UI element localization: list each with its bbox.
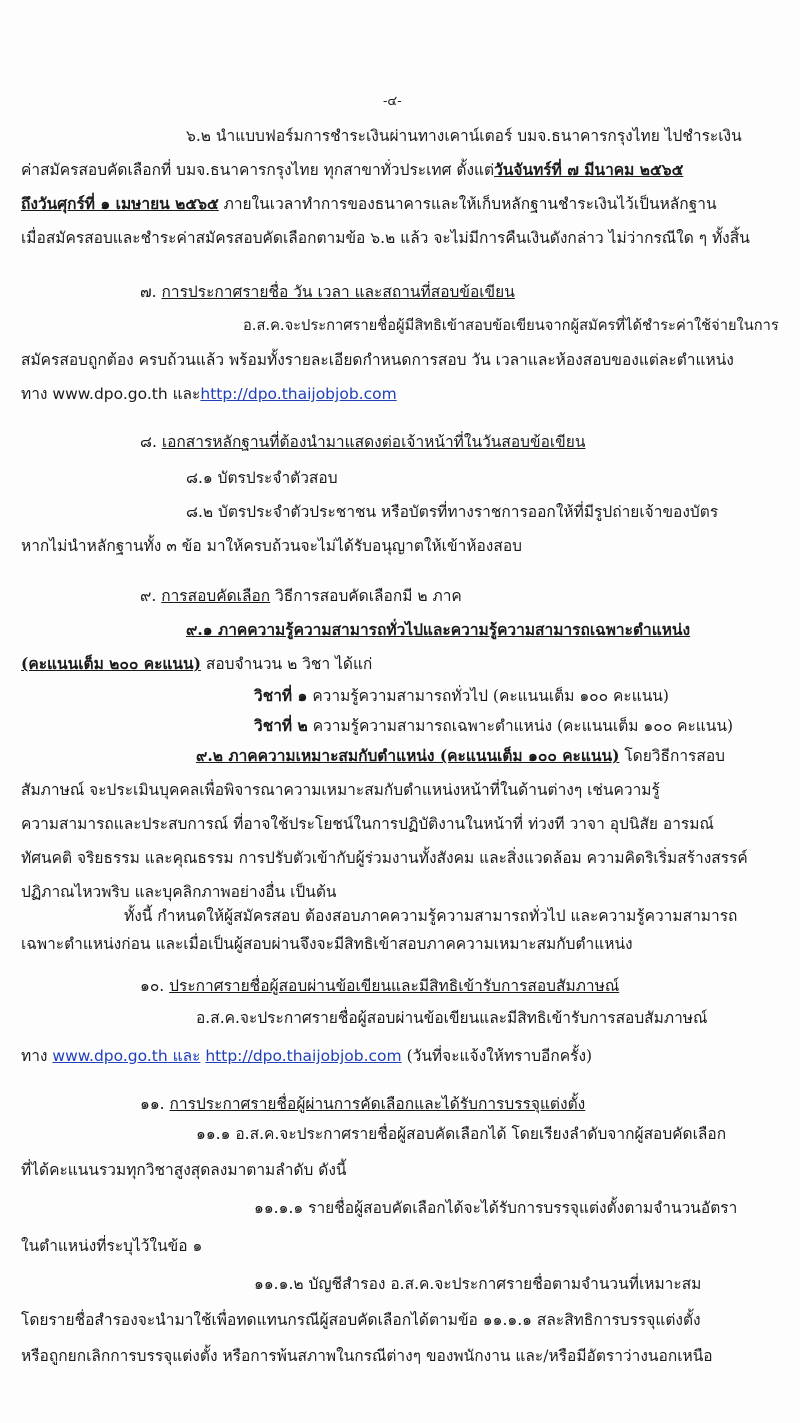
s11-1-line-2: ที่ได้คะแนนรวมทุกวิชาสูงสุดลงมาตามลำดับ ดังนี้ <box>21 1161 347 1179</box>
s10-note: (วันที่จะแจ้งให้ทราบอีกครั้ง) <box>401 1047 593 1065</box>
s11-1-1-line-1: ๑๑.๑.๑ รายชื่อผู้สอบคัดเลือกได้จะได้รับการบรรจุแต่งตั้งตามจำนวนอัตรา <box>254 1199 738 1217</box>
s10-thaijobjob-link[interactable]: http://dpo.thaijobjob.com <box>205 1047 402 1065</box>
s11-number: ๑๑. <box>140 1095 170 1113</box>
s62-text: ค่าสมัครสอบคัดเลือกที่ บมจ.ธนาคารกรุงไทย ทุกสาขาทั่วประเทศ ตั้งแต่ <box>21 161 495 179</box>
s10-title: ประกาศรายชื่อผู้สอบผ่านข้อเขียนและมีสิทธิเข้ารับการสอบสัมภาษณ์ <box>169 977 620 995</box>
s8-item-1: ๘.๑ บัตรประจำตัวสอบ <box>186 469 338 487</box>
s62-text-2: ภายในเวลาทำการของธนาคารและให้เก็บหลักฐานชำระเงินไว้เป็นหลักฐาน <box>218 195 717 213</box>
s10-number: ๑๐. <box>140 977 170 995</box>
s9-2-line-1 <box>196 746 725 766</box>
s8-title: เอกสารหลักฐานที่ต้องนำมาแสดงต่อเจ้าหน้าที่ในวันสอบข้อเขียน <box>161 433 586 451</box>
s62-line-4: เมื่อสมัครสอบและชำระค่าสมัครสอบคัดเลือกตามข้อ ๖.๒ แล้ว จะไม่มีการคืนเงินดังกล่าว ไม่ว่ากรณีใด ๆ ทั้งสิ้น <box>21 229 750 247</box>
s10-dpo-link[interactable]: www.dpo.go.th และ <box>52 1047 201 1065</box>
s10-text: ทาง <box>21 1047 53 1065</box>
s9-2-line-2: สัมภาษณ์ จะประเมินบุคคลเพื่อพิจารณาความเหมาะสมกับตำแหน่งหน้าที่ในด้านต่างๆ เช่นความรู้ <box>21 781 660 799</box>
s9-number: ๙. <box>140 587 162 605</box>
s7-number: ๗. <box>140 283 162 301</box>
s7-title: การประกาศรายชื่อ วัน เวลา และสถานที่สอบข้อเขียน <box>161 283 515 301</box>
s11-1-2-line-3: หรือถูกยกเลิกการบรรจุแต่งตั้ง หรือการพ้นสภาพในกรณีต่างๆ ของพนักงาน และ/หรือมีอัตราว่างนอกเหนือ <box>21 1347 713 1365</box>
s11-1-2-line-1: ๑๑.๑.๒ บัญชีสำรอง อ.ส.ค.จะประกาศรายชื่อตามจำนวนที่เหมาะสม <box>254 1275 702 1293</box>
s11-title: การประกาศรายชื่อผู้ผ่านการคัดเลือกและได้รับการบรรจุแต่งตั้ง <box>169 1095 586 1113</box>
s7-line-1: อ.ส.ค.จะประกาศรายชื่อผู้มีสิทธิเข้าสอบข้อเขียนจากผู้สมัครที่ได้ชำระค่าใช้จ่ายในการ <box>243 317 779 334</box>
s9-note-line-1: ทั้งนี้ กำหนดให้ผู้สมัครสอบ ต้องสอบภาคความรู้ความสามารถทั่วไป และความรู้ความสามารถ <box>124 907 738 925</box>
s9-2-line-5: ปฏิภาณไหวพริบ และบุคลิกภาพอย่างอื่น เป็นต้น <box>21 883 337 901</box>
s9-title: การสอบคัดเลือก <box>161 587 271 605</box>
s11-1-1-line-2: ในตำแหน่งที่ระบุไว้ในข้อ ๑ <box>21 1237 203 1255</box>
s9-1-line-2 <box>21 654 372 674</box>
s7-web-text: ทาง www.dpo.go.th และ <box>21 385 201 403</box>
s10-heading <box>140 976 619 996</box>
s9-subject-2 <box>254 716 733 736</box>
s62-start-date: วันจันทร์ที่ ๗ มีนาคม ๒๕๖๕ <box>494 160 684 179</box>
s62-line-3 <box>21 194 717 214</box>
s9-1-title: ๙.๑ ภาคความรู้ความสามารถทั่วไปและความรู้ความสามารถเฉพาะตำแหน่ง <box>186 620 691 639</box>
s9-2-line-3: ความสามารถและประสบการณ์ ที่อาจใช้ประโยชน์ในการปฏิบัติงานในหน้าที่ ท่วงที วาจา อุปนิสัย อารมณ์ <box>21 815 714 833</box>
s11-1-2-line-2: โดยรายชื่อสำรองจะนำมาใช้เพื่อทดแทนกรณีผู้สอบคัดเลือกได้ตามข้อ ๑๑.๑.๑ สละสิทธิการบรรจุแต่งตั้ง <box>21 1311 701 1329</box>
s9-2-title: ๙.๒ ภาคความเหมาะสมกับตำแหน่ง (คะแนนเต็ม ๑๐๐ คะแนน) <box>196 746 620 765</box>
s8-heading <box>140 432 585 452</box>
subject-2-text: ความรู้ความสามารถเฉพาะตำแหน่ง (คะแนนเต็ม ๑๐๐ คะแนน) <box>307 717 734 735</box>
s8-number: ๘. <box>140 433 162 451</box>
s9-note-line-2: เฉพาะตำแหน่งก่อน และเมื่อเป็นผู้สอบผ่านจึงจะมีสิทธิเข้าสอบภาคความเหมาะสมกับตำแหน่ง <box>21 935 633 953</box>
s10-line-1: อ.ส.ค.จะประกาศรายชื่อผู้สอบผ่านข้อเขียนและมีสิทธิเข้ารับการสอบสัมภาษณ์ <box>196 1009 708 1027</box>
subject-2-label: วิชาที่ ๒ <box>254 716 308 735</box>
subject-1-label: วิชาที่ ๑ <box>254 686 308 705</box>
s9-2-text: โดยวิธีการสอบ <box>619 747 725 765</box>
s9-heading <box>140 586 462 606</box>
s9-subject-1 <box>254 686 669 706</box>
s11-heading <box>140 1094 585 1114</box>
s8-item-2: ๘.๒ บัตรประจำตัวประชาชน หรือบัตรที่ทางราชการออกให้ที่มีรูปถ่ายเจ้าของบัตร <box>186 503 719 521</box>
subject-1-text: ความรู้ความสามารถทั่วไป (คะแนนเต็ม ๑๐๐ คะแนน) <box>307 687 669 705</box>
s62-line-2 <box>21 160 683 180</box>
s9-text: วิธีการสอบคัดเลือกมี ๒ ภาค <box>270 587 462 605</box>
s10-line-2 <box>21 1046 592 1066</box>
s7-heading <box>140 282 515 302</box>
s7-line-3 <box>21 384 397 404</box>
s9-1-score: (คะแนนเต็ม ๒๐๐ คะแนน) <box>21 654 201 673</box>
s11-1-line-1: ๑๑.๑ อ.ส.ค.จะประกาศรายชื่อผู้สอบคัดเลือกได้ โดยเรียงลำดับจากผู้สอบคัดเลือก <box>196 1125 727 1143</box>
s7-thaijobjob-link[interactable]: http://dpo.thaijobjob.com <box>200 385 397 403</box>
s9-1-text: สอบจำนวน ๒ วิชา ได้แก่ <box>200 655 373 673</box>
s62-line-1: ๖.๒ นำแบบฟอร์มการชำระเงินผ่านทางเคาน์เตอร์ บมจ.ธนาคารกรุงไทย ไปชำระเงิน <box>186 127 742 145</box>
page-number: -๔- <box>383 94 402 109</box>
s7-line-2: สมัครสอบถูกต้อง ครบถ้วนแล้ว พร้อมทั้งรายละเอียดกำหนดการสอบ วัน เวลาและห้องสอบของแต่ละตำแหน่ง <box>21 351 734 369</box>
s62-end-date: ถึงวันศุกร์ที่ ๑ เมษายน ๒๕๖๕ <box>21 194 219 213</box>
s8-line-3: หากไม่นำหลักฐานทั้ง ๓ ข้อ มาให้ครบถ้วนจะไม่ได้รับอนุญาตให้เข้าห้องสอบ <box>21 537 522 555</box>
s9-2-line-4: ทัศนคติ จริยธรรม และคุณธรรม การปรับตัวเข้ากับผู้ร่วมงานทั้งสังคม และสิ่งแวดล้อม ความคิดริเริ่มสร้างสรรค์ <box>21 849 748 867</box>
